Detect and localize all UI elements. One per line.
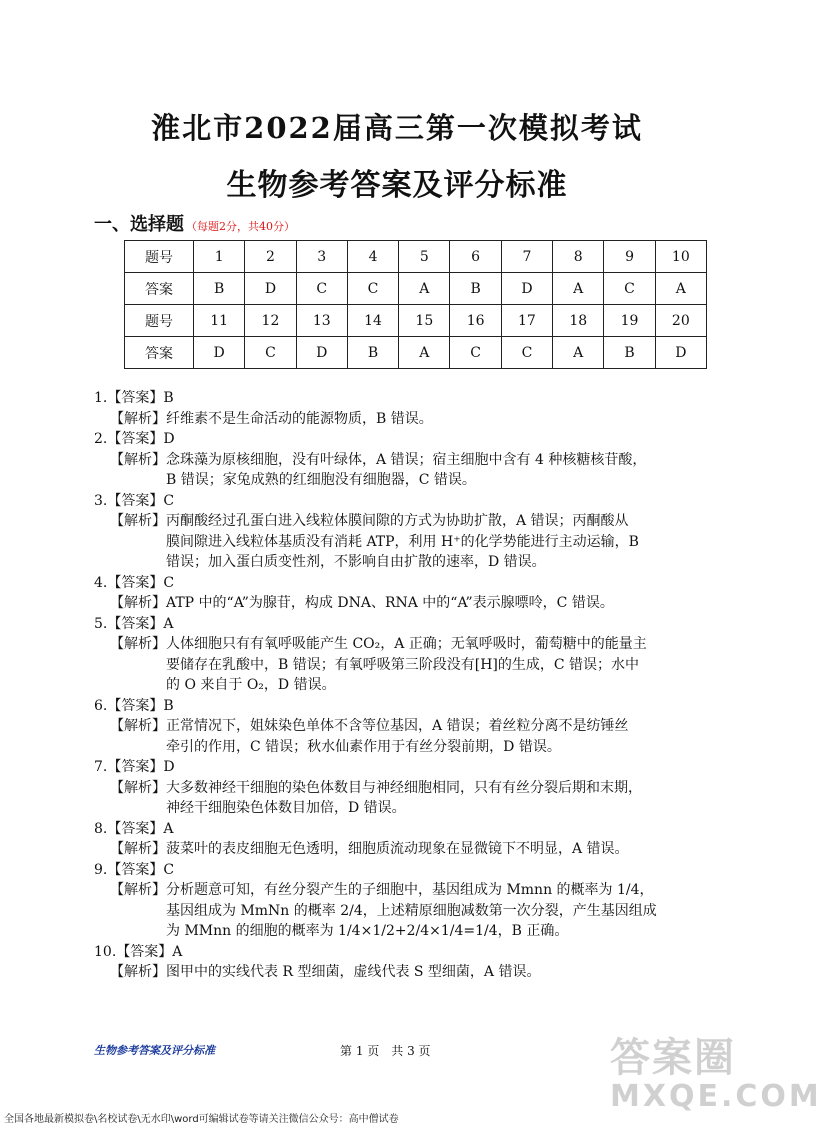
table-cell: C (501, 337, 552, 369)
row-header: 答案 (125, 273, 194, 305)
table-cell: A (399, 273, 450, 305)
footer-doc-name: 生物参考答案及评分标准 (94, 1044, 215, 1057)
explanation-line: 分析题意可知，有丝分裂产生的子细胞中，基因组成为 Mmnn 的概率为 1/4， (166, 882, 654, 898)
answer-line: 4.【答案】C (94, 574, 175, 591)
table-cell: 19 (604, 305, 655, 337)
explanation-line: 大多数神经干细胞的染色体数目与神经细胞相同，只有有丝分裂后期和末期， (166, 779, 642, 796)
explanation-line: B 错误；家兔成熟的红细胞没有细胞器，C 错误。 (166, 472, 476, 488)
document-subtitle: 生物参考答案及评分标准 (226, 168, 568, 203)
answer-table (124, 240, 707, 369)
table-cell: D (194, 337, 245, 369)
footer-page-number: 第 1 页 共 3 页 (340, 1044, 431, 1058)
table-row (125, 241, 707, 273)
explanation-line: 正常情况下，姐妹染色单体不含等位基因，A 错误；着丝粒分离不是纺锤丝 (166, 718, 629, 734)
explanation-tag: 【解析】 (110, 636, 166, 652)
explanation-tag: 【解析】 (110, 410, 166, 427)
table-row (125, 273, 707, 305)
answer-line: 10.【答案】A (94, 943, 183, 960)
explanation-tag: 【解析】 (110, 779, 166, 796)
row-header: 题号 (125, 305, 194, 337)
answer-explanations (94, 388, 704, 983)
explanation-tag: 【解析】 (110, 841, 166, 857)
table-row (125, 305, 707, 337)
explanation-line: 牵引的作用，C 错误；秋水仙素作用于有丝分裂前期，D 错误。 (166, 738, 561, 755)
explanation (94, 450, 704, 491)
explanation (94, 962, 704, 983)
table-cell: 11 (194, 305, 245, 337)
exam-title: 淮北市2022届高三第一次模拟考试 (151, 111, 643, 145)
table-cell: 10 (655, 241, 706, 273)
explanation (94, 634, 704, 696)
table-cell: C (296, 273, 347, 305)
table-cell: 1 (194, 241, 245, 273)
row-header: 题号 (125, 241, 194, 273)
table-cell: A (553, 273, 604, 305)
table-cell: 16 (450, 305, 501, 337)
table-cell: A (399, 337, 450, 369)
table-cell: B (347, 337, 398, 369)
answer-line: 8.【答案】A (94, 820, 174, 837)
table-cell: B (194, 273, 245, 305)
table-row (125, 337, 707, 369)
explanation-line: 丙酮酸经过孔蛋白进入线粒体膜间隙的方式为协助扩散，A 错误；丙酮酸从 (166, 513, 629, 529)
explanation (94, 409, 704, 430)
table-cell: 15 (399, 305, 450, 337)
explanation-line: 要储存在乳酸中，B 错误；有氧呼吸第三阶段没有[H]的生成，C 错误；水中 (166, 656, 640, 673)
table-cell: A (655, 273, 706, 305)
explanation (94, 511, 704, 573)
logo-en-text: MXQE.COM (610, 1079, 822, 1114)
table-cell: D (296, 337, 347, 369)
table-cell: 17 (501, 305, 552, 337)
explanation-tag: 【解析】 (110, 964, 166, 980)
section-label: 一、选择题 (94, 214, 184, 235)
answer-line: 3.【答案】C (94, 492, 175, 509)
table-cell: 3 (296, 241, 347, 273)
table-cell: A (553, 337, 604, 369)
table-cell: 5 (399, 241, 450, 273)
explanation (94, 880, 704, 942)
explanation-line: ATP 中的“A”为腺苷，构成 DNA、RNA 中的“A”表示腺嘌呤，C 错误。 (166, 595, 614, 611)
explanation-line: 为 MMnn 的细胞的概率为 1/4×1/2+2/4×1/4=1/4，B 正确。 (166, 923, 569, 939)
table-cell: 12 (245, 305, 296, 337)
explanation-line: 的 O 来自于 O₂，D 错误。 (166, 677, 336, 693)
answer-line: 5.【答案】A (94, 615, 174, 632)
explanation-line: 图甲中的实线代表 R 型细菌，虚线代表 S 型细菌，A 错误。 (166, 964, 541, 980)
table-cell: B (450, 273, 501, 305)
table-cell: 6 (450, 241, 501, 273)
explanation-line: 菠菜叶的表皮细胞无色透明，细胞质流动现象在显微镜下不明显，A 错误。 (166, 841, 629, 857)
logo-cn-text: 答案圈 (610, 1035, 736, 1081)
table-cell: C (604, 273, 655, 305)
explanation-line: 膜间隙进入线粒体基质没有消耗 ATP，利用 H⁺的化学势能进行主动运输，B (166, 533, 639, 550)
table-cell: 4 (347, 241, 398, 273)
explanation-line: 神经干细胞染色体数目加倍，D 错误。 (166, 800, 406, 816)
explanation-tag: 【解析】 (110, 451, 166, 468)
explanation (94, 778, 704, 819)
explanation (94, 716, 704, 757)
answer-line: 2.【答案】D (94, 431, 175, 447)
explanation-line: 错误；加入蛋白质变性剂，不影响自由扩散的速率，D 错误。 (166, 554, 546, 570)
table-cell: B (604, 337, 655, 369)
answer-line: 1.【答案】B (94, 390, 174, 406)
table-cell: 8 (553, 241, 604, 273)
table-cell: 14 (347, 305, 398, 337)
explanation-tag: 【解析】 (110, 882, 166, 898)
explanation-line: 纤维素不是生命活动的能源物质，B 错误。 (166, 410, 433, 427)
table-cell: C (245, 337, 296, 369)
table-cell: C (450, 337, 501, 369)
explanation-tag: 【解析】 (110, 595, 166, 611)
site-logo (610, 1026, 822, 1118)
table-cell: D (501, 273, 552, 305)
table-cell: 13 (296, 305, 347, 337)
table-cell: D (655, 337, 706, 369)
answer-line: 6.【答案】B (94, 697, 174, 714)
explanation-line: 人体细胞只有有氧呼吸能产生 CO₂，A 正确；无氧呼吸时，葡萄糖中的能量主 (166, 636, 647, 652)
explanation-line: 念珠藻为原核细胞，没有叶绿体，A 错误；宿主细胞中含有 4 种核糖核苷酸， (166, 451, 647, 468)
table-cell: 7 (501, 241, 552, 273)
explanation (94, 593, 704, 614)
table-cell: C (347, 273, 398, 305)
row-header: 答案 (125, 337, 194, 369)
answer-line: 9.【答案】C (94, 861, 175, 878)
explanation-tag: 【解析】 (110, 513, 166, 529)
explanation (94, 839, 704, 860)
bottom-promo-note: 全国各地最新模拟卷\名校试卷\无水印\word可编辑试卷等请关注微信公众号：高中僧试卷 (4, 1114, 399, 1125)
table-cell: 18 (553, 305, 604, 337)
table-cell: 2 (245, 241, 296, 273)
answer-line: 7.【答案】D (94, 759, 175, 775)
table-cell: 20 (655, 305, 706, 337)
explanation-line: 基因组成为 MmNn 的概率 2/4，上述精原细胞减数第一次分裂，产生基因组成 (166, 902, 657, 919)
explanation-tag: 【解析】 (110, 718, 166, 734)
section-heading (94, 210, 295, 236)
table-cell: 9 (604, 241, 655, 273)
section-note: （每题2分，共40分） (186, 220, 295, 233)
table-cell: D (245, 273, 296, 305)
